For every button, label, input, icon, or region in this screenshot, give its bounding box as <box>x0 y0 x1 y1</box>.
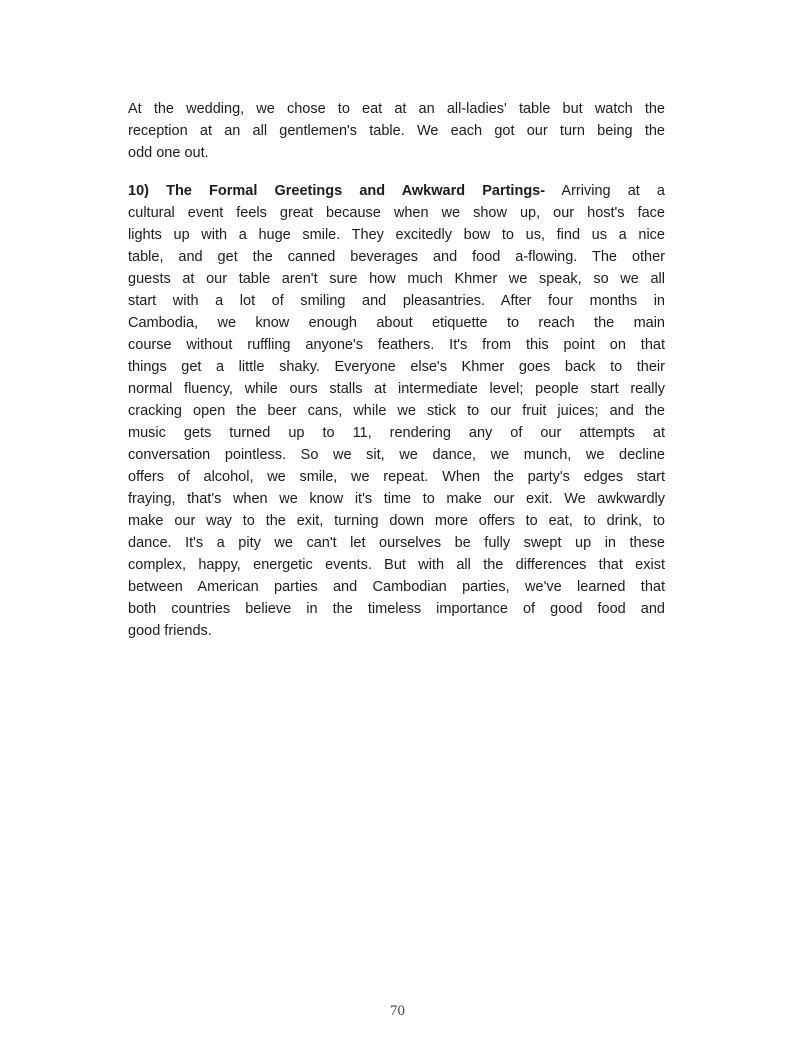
text-line: fraying, that's when we know it's time to make our exit. We awkwardly <box>128 491 665 507</box>
text-line: things get a little shaky. Everyone else's Khmer goes back to their <box>128 359 665 375</box>
text-line: start with a lot of smiling and pleasantries. After four months in <box>128 293 665 309</box>
text-line: table, and get the canned beverages and food a-flowing. The other <box>128 249 665 265</box>
text-line: cracking open the beer cans, while we stick to our fruit juices; and the <box>128 403 665 419</box>
text-line: complex, happy, energetic events. But with all the differences that exist <box>128 557 665 573</box>
text-line: conversation pointless. So we sit, we dance, we munch, we decline <box>128 447 665 463</box>
text-line: between American parties and Cambodian parties, we've learned that <box>128 579 665 595</box>
paragraph-wedding <box>128 98 665 164</box>
text-line: cultural event feels great because when we show up, our host's face <box>128 205 665 221</box>
text-line: make our way to the exit, turning down more offers to eat, to drink, to <box>128 513 665 529</box>
text-line: At the wedding, we chose to eat at an all-ladies' table but watch the <box>128 101 665 117</box>
text-line: odd one out. <box>128 145 209 161</box>
text-line: Cambodia, we know enough about etiquette to reach the main <box>128 315 665 331</box>
text-line: course without ruffling anyone's feathers. It's from this point on that <box>128 337 665 353</box>
section-heading: 10) The Formal Greetings and Awkward Partings- <box>128 183 546 199</box>
paragraph-lines <box>128 202 665 642</box>
text-line <box>128 180 665 202</box>
text-line: good friends. <box>128 623 212 639</box>
text-line: normal fluency, while ours stalls at intermediate level; people start really <box>128 381 665 397</box>
paragraph-formal-greetings <box>128 180 665 642</box>
text-line: both countries believe in the timeless importance of good food and <box>128 601 665 617</box>
body-text <box>128 98 665 642</box>
text-line: guests at our table aren't sure how much Khmer we speak, so we all <box>128 271 665 287</box>
text-line: lights up with a huge smile. They excitedly bow to us, find us a nice <box>128 227 665 243</box>
page-number: 70 <box>390 1003 405 1019</box>
text-line: offers of alcohol, we smile, we repeat. When the party's edges start <box>128 469 665 485</box>
text-line: reception at an all gentlemen's table. We each got our turn being the <box>128 123 665 139</box>
heading-continuation: Arriving at a <box>545 183 665 199</box>
text-line: dance. It's a pity we can't let ourselves be fully swept up in these <box>128 535 665 551</box>
text-line: music gets turned up to 11, rendering any of our attempts at <box>128 425 665 441</box>
